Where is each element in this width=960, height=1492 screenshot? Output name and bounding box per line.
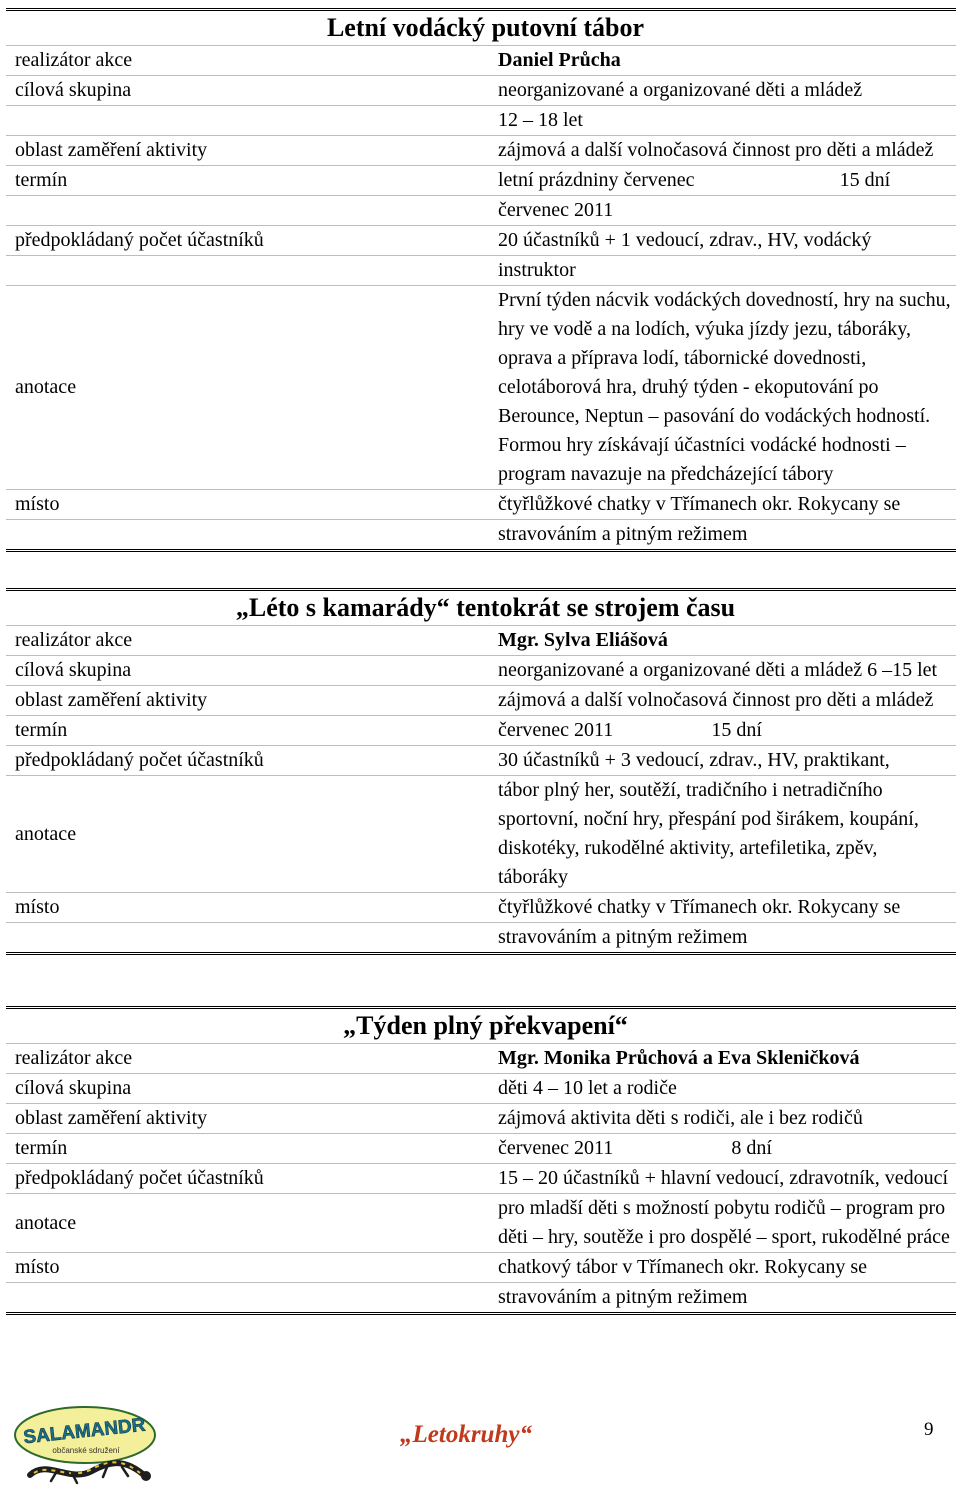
anotace-line: pro mladší děti s možností pobytu rodičů – program pro bbox=[498, 1197, 946, 1219]
logo-subtext: občanské sdružení bbox=[52, 1446, 120, 1455]
value-termin-date: červenec 2011 bbox=[481, 196, 956, 226]
logo-text: SALAMANDR bbox=[22, 1414, 147, 1449]
value-anotace bbox=[481, 1194, 956, 1253]
label-termin: termín bbox=[6, 166, 481, 196]
value-realizator: Mgr. Monika Průchová a Eva Skleničková bbox=[481, 1044, 956, 1074]
value-realizator: Daniel Průcha bbox=[481, 46, 956, 76]
anotace-line: program navazuje na předcházející tábory bbox=[498, 463, 834, 485]
value-misto: čtyřlůžkové chatky v Třímanech okr. Rokycany se bbox=[481, 490, 956, 520]
value-pocet-cont: instruktor bbox=[481, 256, 956, 286]
value-pocet: 15 – 20 účastníků + hlavní vedoucí, zdravotník, vedoucí bbox=[481, 1164, 956, 1194]
anotace-line: První týden nácvik vodáckých dovedností, hry na suchu, bbox=[498, 289, 951, 311]
label-pocet: předpokládaný počet účastníků bbox=[6, 226, 481, 256]
section-title: Letní vodácký putovní tábor bbox=[6, 10, 956, 46]
anotace-line: táboráky bbox=[498, 866, 568, 888]
anotace-line: sportovní, noční hry, přespání pod širákem, koupání, bbox=[498, 808, 919, 830]
label-cilova-skupina: cílová skupina bbox=[6, 656, 481, 686]
value-realizator: Mgr. Sylva Eliášová bbox=[481, 626, 956, 656]
value-misto: chatkový tábor v Třímanech okr. Rokycany se bbox=[481, 1253, 956, 1283]
label-pocet: předpokládaný počet účastníků bbox=[6, 1164, 481, 1194]
termin-text: červenec 2011 bbox=[498, 1137, 614, 1159]
value-misto-cont: stravováním a pitným režimem bbox=[481, 923, 956, 954]
salamandr-logo bbox=[12, 1401, 158, 1489]
section-3-table bbox=[6, 1006, 956, 1315]
label-termin: termín bbox=[6, 1134, 481, 1164]
value-termin bbox=[481, 166, 956, 196]
value-cilova-skupina-age: 12 – 18 let bbox=[481, 106, 956, 136]
label-realizator: realizátor akce bbox=[6, 1044, 481, 1074]
label-anotace: anotace bbox=[6, 776, 481, 893]
value-anotace bbox=[481, 776, 956, 893]
value-misto-cont: stravováním a pitným režimem bbox=[481, 1283, 956, 1314]
label-misto: místo bbox=[6, 490, 481, 520]
label-termin: termín bbox=[6, 716, 481, 746]
section-title: „Týden plný překvapení“ bbox=[6, 1008, 956, 1044]
value-cilova-skupina: neorganizované a organizované děti a mládež bbox=[481, 76, 956, 106]
anotace-line: tábor plný her, soutěží, tradičního i netradičního bbox=[498, 779, 883, 801]
page-footer bbox=[0, 1385, 960, 1492]
value-cilova-skupina: děti 4 – 10 let a rodiče bbox=[481, 1074, 956, 1104]
label-anotace: anotace bbox=[6, 1194, 481, 1253]
label-pocet: předpokládaný počet účastníků bbox=[6, 746, 481, 776]
label-oblast: oblast zaměření aktivity bbox=[6, 686, 481, 716]
brand-name: „Letokruhy“ bbox=[400, 1421, 532, 1448]
label-misto: místo bbox=[6, 1253, 481, 1283]
value-misto: čtyřlůžkové chatky v Třímanech okr. Rokycany se bbox=[481, 893, 956, 923]
value-cilova-skupina: neorganizované a organizované děti a mládež 6 –15 let bbox=[481, 656, 956, 686]
value-oblast: zájmová a další volnočasová činnost pro děti a mládež bbox=[481, 136, 956, 166]
label-realizator: realizátor akce bbox=[6, 46, 481, 76]
anotace-line: Formou hry získávají účastníci vodácké hodnosti – bbox=[498, 434, 906, 456]
anotace-line: oprava a příprava lodí, tábornické dovednosti, bbox=[498, 347, 867, 369]
termin-text: červenec 2011 bbox=[498, 719, 614, 741]
anotace-line: hry ve vodě a na lodích, výuka jízdy jezu, táboráky, bbox=[498, 318, 912, 340]
termin-duration: 15 dní bbox=[839, 169, 891, 191]
value-oblast: zájmová a další volnočasová činnost pro děti a mládež bbox=[481, 686, 956, 716]
value-pocet: 20 účastníků + 1 vedoucí, zdrav., HV, vodácký bbox=[481, 226, 956, 256]
termin-duration: 15 dní bbox=[711, 719, 762, 741]
value-misto-cont: stravováním a pitným režimem bbox=[481, 520, 956, 551]
section-title: „Léto s kamarády“ tentokrát se strojem času bbox=[6, 590, 956, 626]
label-cilova-skupina: cílová skupina bbox=[6, 1074, 481, 1104]
value-termin bbox=[481, 1134, 956, 1164]
section-2 bbox=[6, 588, 956, 955]
value-pocet: 30 účastníků + 3 vedoucí, zdrav., HV, praktikant, bbox=[481, 746, 956, 776]
section-3 bbox=[6, 1006, 956, 1315]
section-2-table bbox=[6, 588, 956, 955]
termin-text: letní prázdniny červenec bbox=[498, 169, 695, 191]
label-cilova-skupina: cílová skupina bbox=[6, 76, 481, 106]
value-termin bbox=[481, 716, 956, 746]
label-realizator: realizátor akce bbox=[6, 626, 481, 656]
anotace-line: děti – hry, soutěže i pro dospělé – sport, rukodělné práce bbox=[498, 1226, 950, 1248]
anotace-line: celotáborová hra, druhý týden - ekoputování po bbox=[498, 376, 879, 398]
anotace-line: Berounce, Neptun – pasování do vodáckých hodností. bbox=[498, 405, 931, 427]
label-misto: místo bbox=[6, 893, 481, 923]
anotace-line: diskotéky, rukodělné aktivity, artefiletika, zpěv, bbox=[498, 837, 878, 859]
value-oblast: zájmová aktivita děti s rodiči, ale i bez rodičů bbox=[481, 1104, 956, 1134]
label-oblast: oblast zaměření aktivity bbox=[6, 1104, 481, 1134]
section-1-table bbox=[6, 8, 956, 552]
value-anotace bbox=[481, 286, 956, 490]
page-number: 9 bbox=[924, 1419, 934, 1440]
section-1 bbox=[6, 8, 956, 552]
label-anotace: anotace bbox=[6, 286, 481, 490]
termin-duration: 8 dní bbox=[731, 1137, 772, 1159]
label-oblast: oblast zaměření aktivity bbox=[6, 136, 481, 166]
